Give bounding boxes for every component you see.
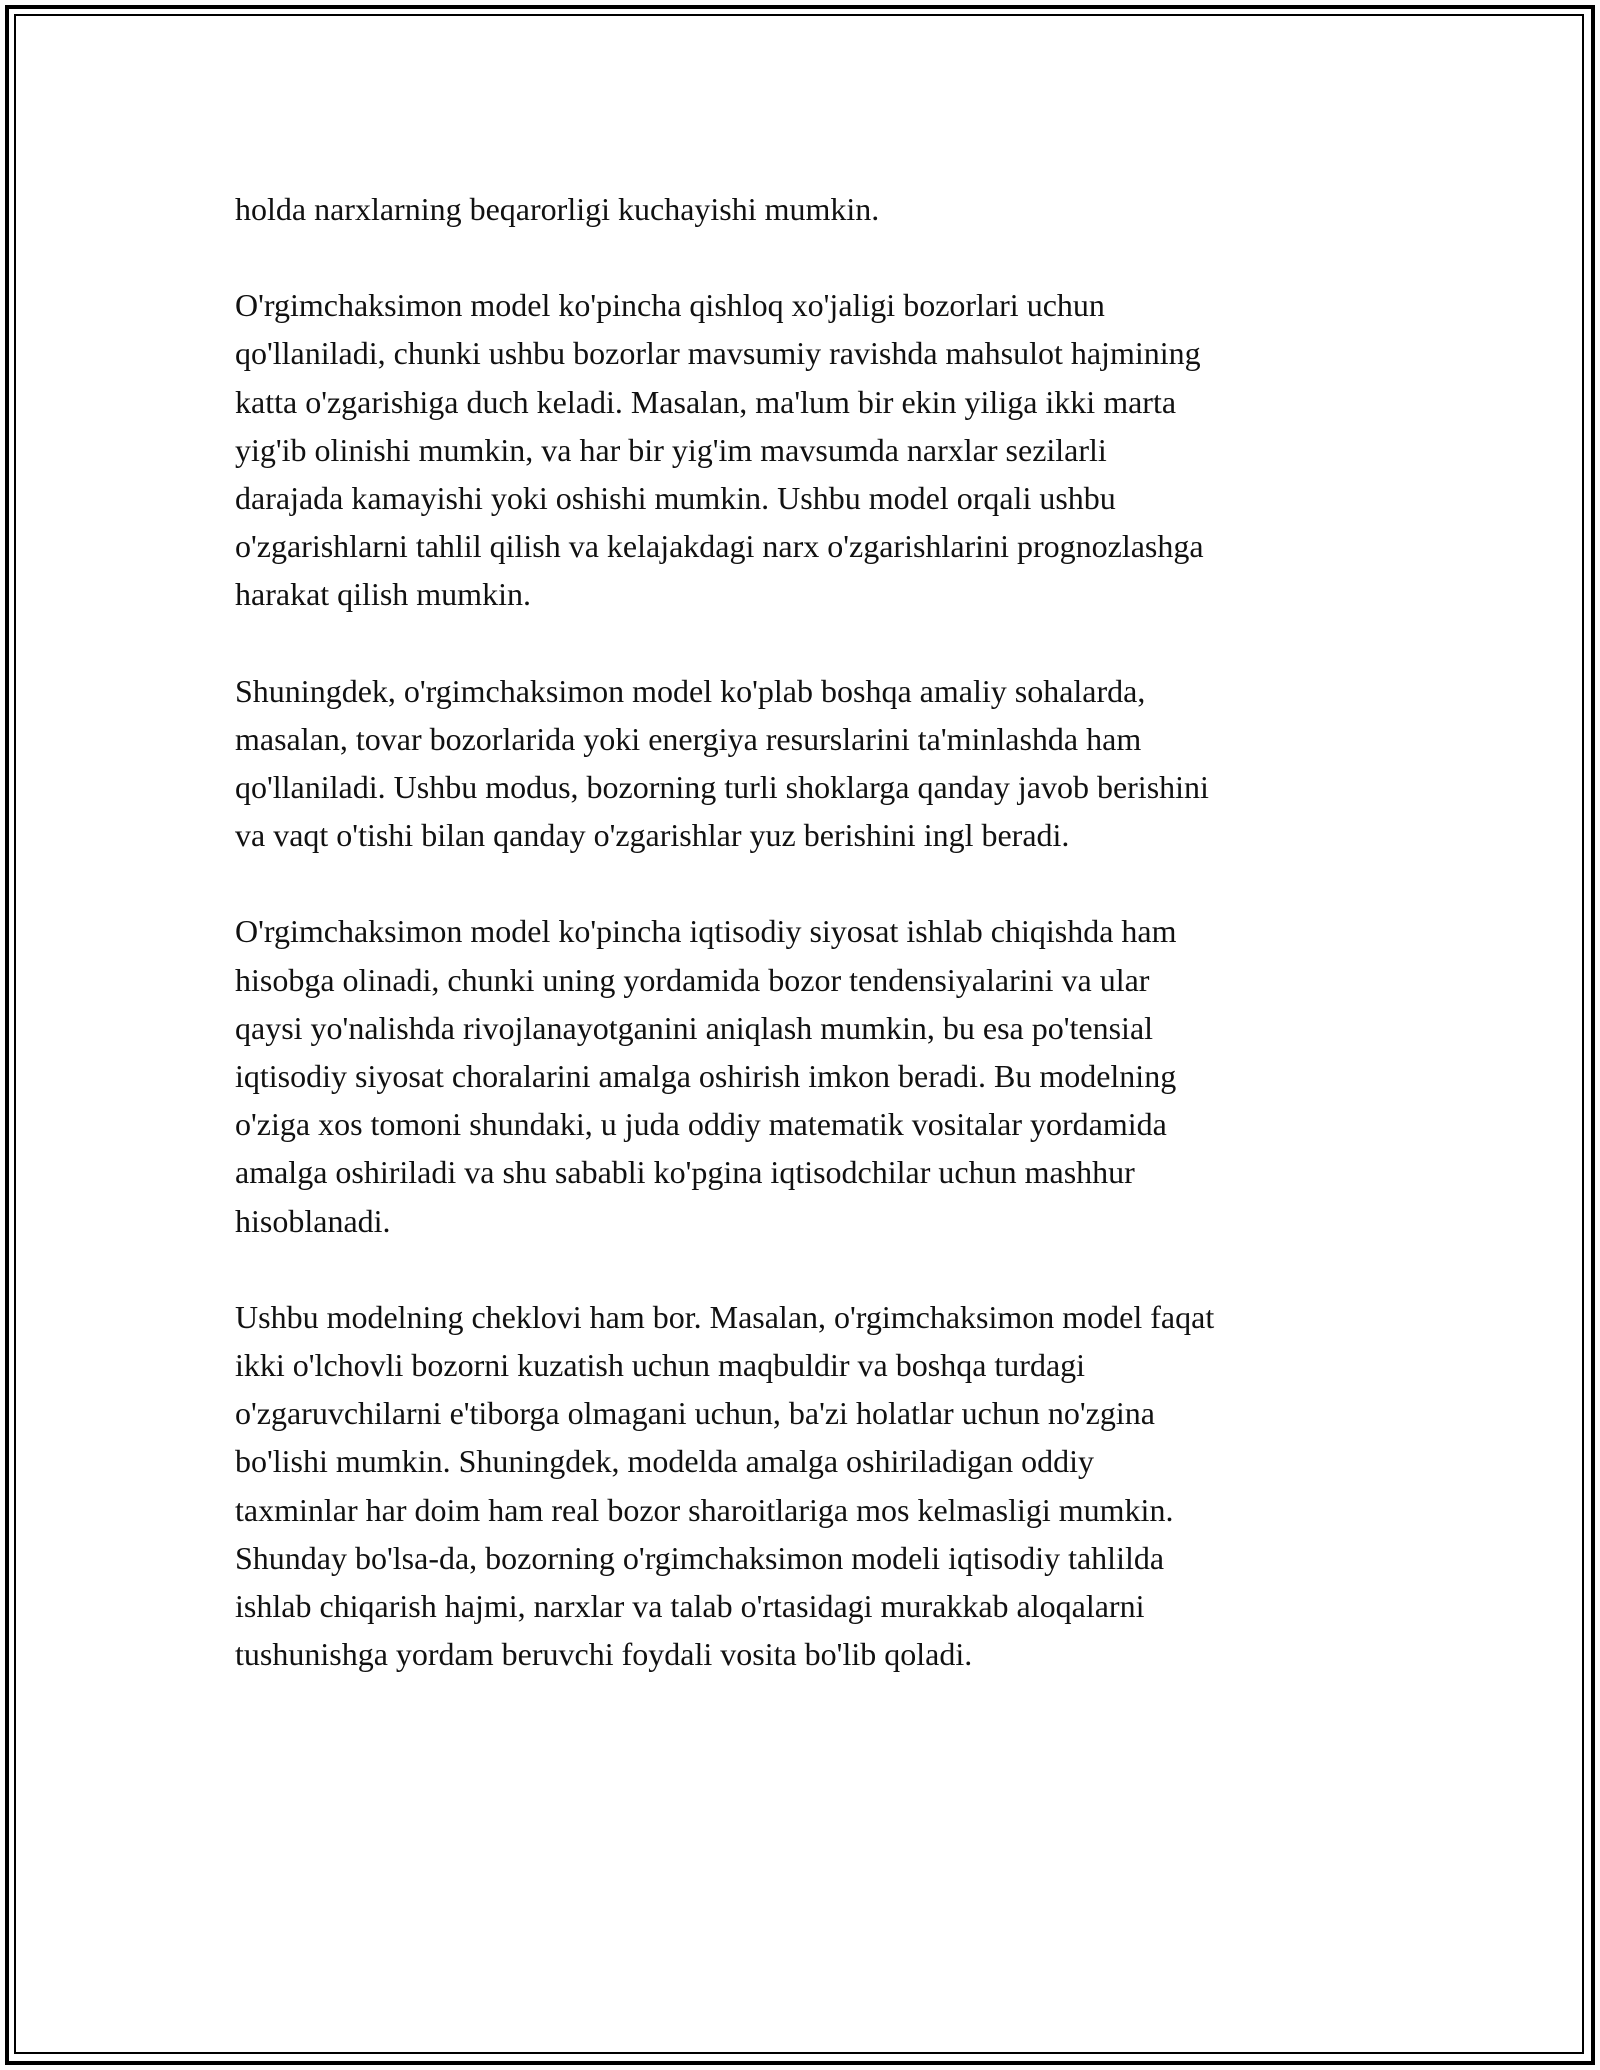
paragraph-1: holda narxlarning beqarorligi kuchayishi mumkin. xyxy=(235,191,880,227)
paragraph-5: Ushbu modelning cheklovi ham bor. Masalan, o'rgimchaksimon model faqat ikki o'lchovli bozorni kuzatish uchun maqbuldir va boshqa turdagi o'zgaruvchilarni e'tiborga olmagani uchun, ba'zi holatlar uchun no'zgina bo'lishi mumkin. Shuningdek, modelda amalga oshiriladigan oddiy taxminlar har doim ham real bozor sharoitlariga mos kelmasligi mumkin. Shunday bo'lsa-da, bozorning o'rgimchaksimon modeli iqtisodiy tahlilda ishlab chiqarish hajmi, narxlar va talab o'rtasidagi murakkab aloqalarni tushunishga yordam beruvchi foydali vosita bo'lib qoladi. xyxy=(235,1298,1215,1673)
paragraph-4: O'rgimchaksimon model ko'pincha iqtisodiy siyosat ishlab chiqishda ham hisobga olinadi, chunki uning yordamida bozor tendensiyalarini va ular qaysi yo'nalishda rivojlanayotganini aniqlash mumkin, bu esa po'tensial iqtisodiy siyosat choralarini amalga oshirish imkon beradi. Bu modelning o'ziga xos tomoni shundaki, u juda oddiy matematik vositalar yordamida amalga oshiriladi va shu sababli ko'pgina iqtisodchilar uchun mashhur hisoblanadi. xyxy=(235,913,1177,1239)
paragraph-2: O'rgimchaksimon model ko'pincha qishloq xo'jaligi bozorlari uchun qo'llaniladi, chunki ushbu bozorlar mavsumiy ravishda mahsulot hajmining katta o'zgarishiga duch keladi. Masalan, ma'lum bir ekin yiliga ikki marta yig'ib olinishi mumkin, va har bir yig'im mavsumda narxlar sezilarli darajada kamayishi yoki oshishi mumkin. Ushbu model orqali ushbu o'zgarishlarni tahlil qilish va kelajakdagi narx o'zgarishlarini prognozlashga harakat qilish mumkin. xyxy=(235,287,1204,613)
paragraph-3: Shuningdek, o'rgimchaksimon model ko'plab boshqa amaliy sohalarda, masalan, tovar bozorlarida yoki energiya resurslarini ta'minlashda ham qo'llaniladi. Ushbu modus, bozorning turli shoklarga qanday javob berishini va vaqt o'tishi bilan qanday o'zgarishlar yuz berishini ingl beradi. xyxy=(235,672,1209,854)
document-body xyxy=(235,185,1375,1726)
